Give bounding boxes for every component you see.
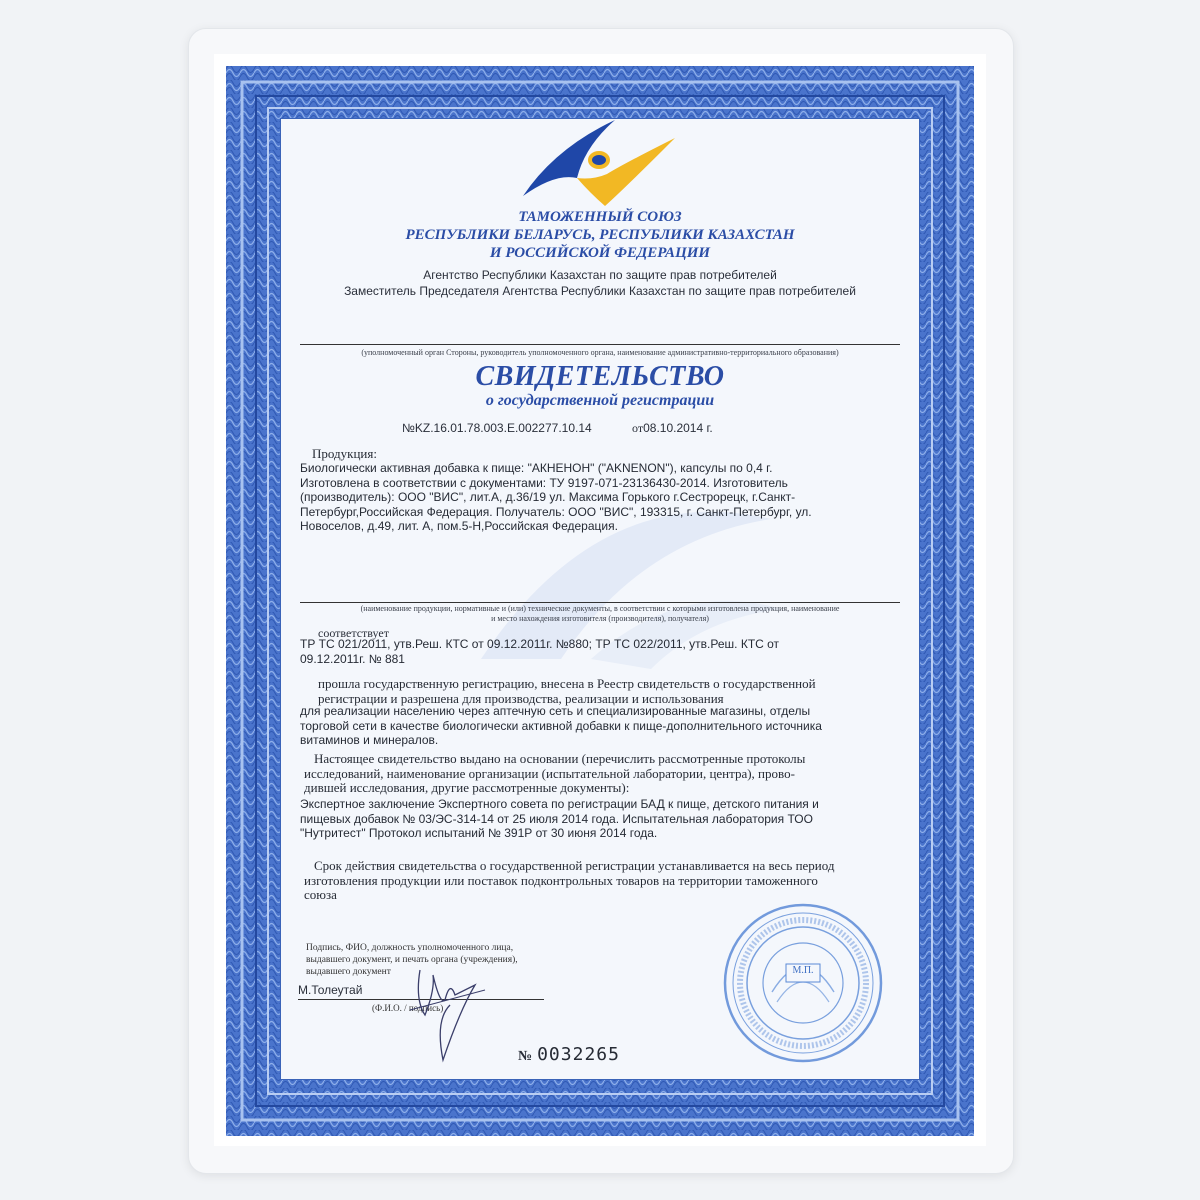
product-description <box>300 461 910 534</box>
product-line: Биологически активная добавка к пище: "АКНЕНОН" ("AKNENON"), капсулы по 0,4 г. <box>300 461 773 475</box>
usage-line: торговой сети в качестве биологически активной добавки к пище-дополнительного источника <box>300 718 822 733</box>
product-line: Новоселов, д.49, лит. А, пом.5-Н,Российская Федерация. <box>300 519 618 533</box>
certificate-title: СВИДЕТЕЛЬСТВО <box>475 361 725 392</box>
signature-caption-line: Подпись, ФИО, должность уполномоченного лица, <box>306 943 514 953</box>
authority-caption: (уполномоченный орган Стороны, руководитель уполномоченного органа, наименование административно-территориального образования) <box>361 348 839 357</box>
product-line: Петербург,Российская Федерация. Получатель: ООО "ВИС", 193315, г. Санкт-Петербург, ул. <box>300 504 812 519</box>
reg-number-prefix: № <box>402 421 415 435</box>
signature-caption-line: выдавшего документ <box>306 967 391 977</box>
signature-caption-line: выдавшего документ, и печать органа (учреждения), <box>306 955 518 965</box>
validity-line: союза <box>304 887 337 902</box>
serial-number: 0032265 <box>537 1044 620 1065</box>
official-seal-icon <box>722 902 884 1064</box>
product-caption-1: (наименование продукции, нормативные и (или) технические документы, в соответствии с которыми изготовлена продукция, наименование <box>360 604 840 613</box>
divider-line <box>300 344 900 345</box>
usage-line: витаминов и минералов. <box>300 733 439 747</box>
product-caption-2: и место нахождения изготовителя (производителя), получателя) <box>491 614 709 623</box>
stamp-mark: М.П. <box>792 965 814 976</box>
validity-line: изготовления продукции или поставок подконтрольных товаров на территории таможенного <box>304 872 818 888</box>
usage-line: для реализации населению через аптечную сеть и специализированные магазины, отделы <box>300 704 811 718</box>
reg-date-prefix: от <box>632 421 644 435</box>
basis-detail-line: пищевых добавок № 03/ЭС-314-14 от 25 июля 2014 года. Испытательная лаборатория ТОО <box>300 811 813 826</box>
status-line: прошла государственную регистрацию, внесена в Реестр свидетельств о государственной <box>318 676 816 691</box>
divider-line <box>300 602 900 603</box>
product-line: Изготовлена в соответствии с документами: ТУ 9197-071-23136430-2014. Изготовитель <box>300 475 788 490</box>
basis-detail-line: Экспертное заключение Экспертного совета по регистрации БАД к пище, детского питания и <box>300 797 819 811</box>
conformity-line: ТР ТС 021/2011, утв.Реш. КТС от 09.12.2011г. №880; ТР ТС 022/2011, утв.Реш. КТС от <box>300 637 780 651</box>
conformity-label: соответствует <box>318 626 389 640</box>
customs-union-logo-icon <box>515 118 680 208</box>
signature-sub-caption: (Ф.И.О. / подпись) <box>372 1003 444 1013</box>
serial-prefix: № <box>518 1049 533 1064</box>
agency-name: Агентство Республики Казахстан по защите прав потребителей <box>423 268 777 282</box>
product-label: Продукция: <box>312 446 377 461</box>
validity-line: Срок действия свидетельства о государственной регистрации устанавливается на весь период <box>314 858 835 873</box>
union-line-1: ТАМОЖЕННЫЙ СОЮЗ <box>518 209 682 225</box>
basis-detail-line: "Нутритест" Протокол испытаний № 391Р от 30 июня 2014 года. <box>300 826 658 840</box>
deputy-title: Заместитель Председателя Агентства Республики Казахстан по защите прав потребителей <box>344 284 856 298</box>
union-line-3: И РОССИЙСКОЙ ФЕДЕРАЦИИ <box>489 245 711 261</box>
union-line-2: РЕСПУБЛИКИ БЕЛАРУСЬ, РЕСПУБЛИКИ КАЗАХСТАН <box>405 227 795 243</box>
conformity-line: 09.12.2011г. № 881 <box>300 651 405 666</box>
reg-date: 08.10.2014 г. <box>643 421 713 435</box>
signatory-name: М.Толеутай <box>298 983 363 997</box>
certificate-subtitle: о государственной регистрации <box>485 392 715 409</box>
basis-line: исследований, наименование организации (испытательной лаборатории, центра), прово- <box>304 765 795 781</box>
product-line: (производитель): ООО "ВИС", лит.А, д.36/19 ул. Максима Горького г.Сестрорецк, г.Санкт- <box>300 490 796 504</box>
basis-line: дившей исследования, другие рассмотренные документы): <box>304 780 630 795</box>
basis-line: Настоящее свидетельство выдано на основании (перечислить рассмотренные протоколы <box>314 751 806 766</box>
signature-scribble-icon <box>395 960 495 1070</box>
status-line: регистрации и разрешена для производства, реализации и использования <box>318 690 724 706</box>
reg-number: KZ.16.01.78.003.E.002277.10.14 <box>414 421 592 435</box>
